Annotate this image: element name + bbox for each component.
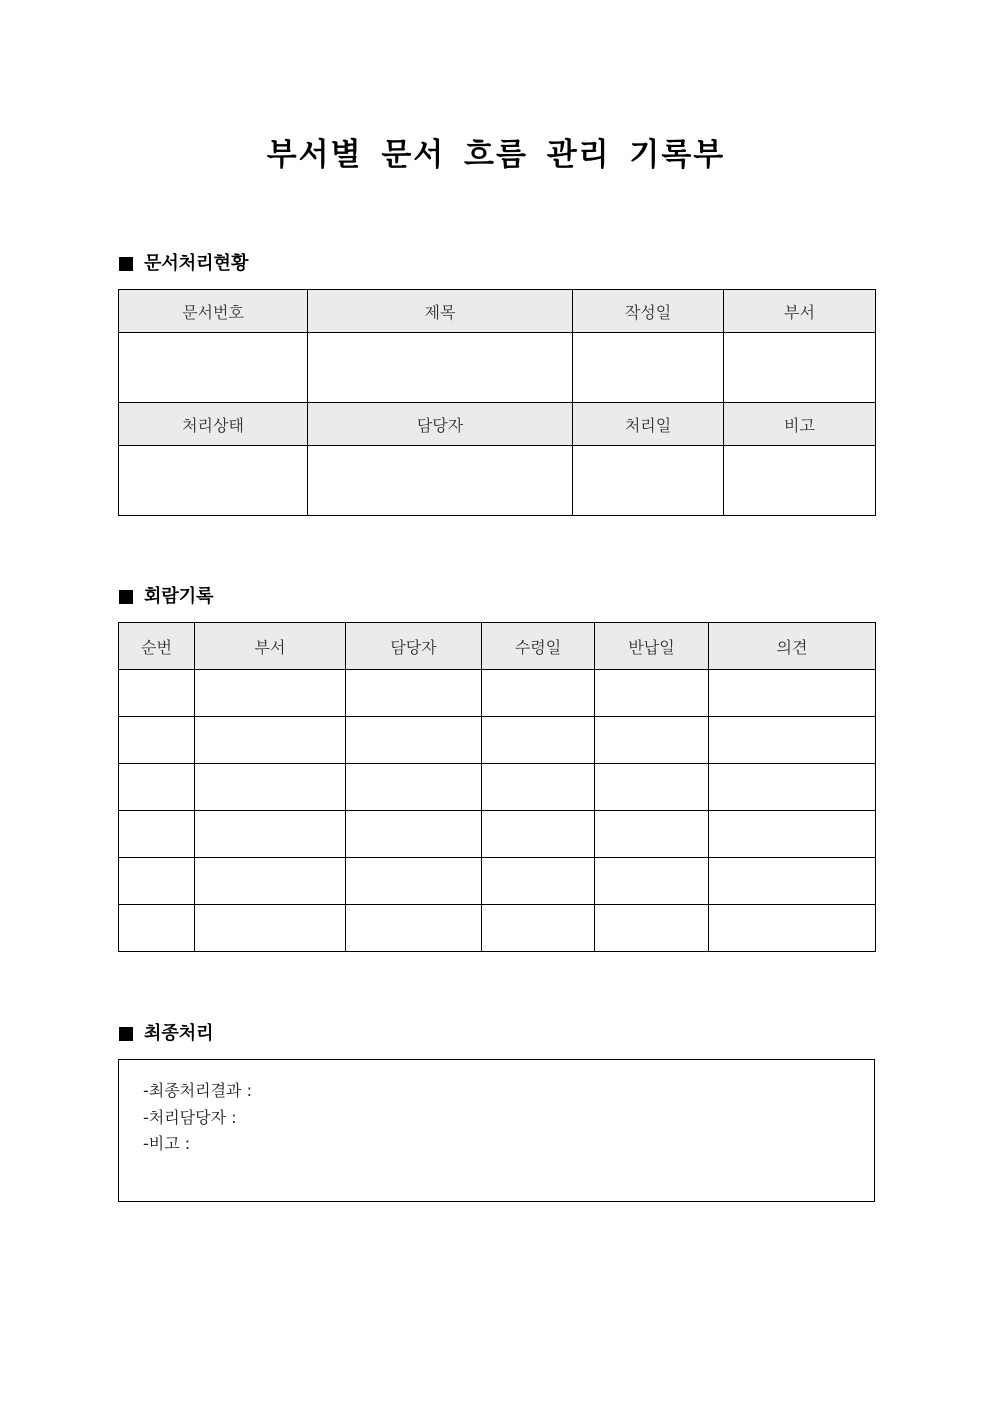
table-cell[interactable] xyxy=(119,905,195,952)
filled-square-icon xyxy=(119,1027,133,1041)
final-processing-fields xyxy=(143,1078,252,1158)
table-row xyxy=(119,764,876,811)
table-cell[interactable] xyxy=(595,670,709,717)
column-header: 부서 xyxy=(724,290,876,333)
table-row xyxy=(119,333,876,403)
table-cell[interactable] xyxy=(119,858,195,905)
column-header: 순번 xyxy=(119,623,195,670)
table-cell[interactable] xyxy=(195,764,346,811)
section-heading-status xyxy=(119,252,248,276)
column-header: 작성일 xyxy=(573,290,724,333)
section-title: 문서처리현황 xyxy=(144,253,249,274)
created-date-cell[interactable] xyxy=(573,333,724,403)
remarks-cell[interactable] xyxy=(724,446,876,516)
column-header: 담당자 xyxy=(308,403,573,446)
table-cell[interactable] xyxy=(709,764,876,811)
column-header: 제목 xyxy=(308,290,573,333)
table-cell[interactable] xyxy=(346,905,482,952)
section-heading-final xyxy=(119,1022,214,1046)
table-cell[interactable] xyxy=(709,717,876,764)
table-row xyxy=(119,858,876,905)
table-header-row xyxy=(119,290,876,333)
table-cell[interactable] xyxy=(119,764,195,811)
final-result-label: -최종처리결과 : xyxy=(143,1081,252,1100)
final-remarks-label: -비고 : xyxy=(143,1134,191,1153)
page-title: 부서별 문서 흐름 관리 기록부 xyxy=(266,137,726,173)
table-cell[interactable] xyxy=(346,811,482,858)
table-cell[interactable] xyxy=(595,811,709,858)
table-cell[interactable] xyxy=(346,717,482,764)
table-cell[interactable] xyxy=(482,811,595,858)
process-date-cell[interactable] xyxy=(573,446,724,516)
table-cell[interactable] xyxy=(709,858,876,905)
column-header: 처리일 xyxy=(573,403,724,446)
table-cell[interactable] xyxy=(119,811,195,858)
column-header: 부서 xyxy=(195,623,346,670)
table-cell[interactable] xyxy=(195,905,346,952)
table-cell[interactable] xyxy=(195,811,346,858)
section-title: 회람기록 xyxy=(144,586,214,607)
process-status-cell[interactable] xyxy=(119,446,308,516)
column-header: 비고 xyxy=(724,403,876,446)
table-cell[interactable] xyxy=(482,670,595,717)
final-assignee-label: -처리담당자 : xyxy=(143,1107,237,1127)
table-cell[interactable] xyxy=(482,905,595,952)
table-cell[interactable] xyxy=(195,858,346,905)
table-cell[interactable] xyxy=(346,670,482,717)
table-cell[interactable] xyxy=(482,764,595,811)
table-cell[interactable] xyxy=(595,717,709,764)
table-cell[interactable] xyxy=(482,717,595,764)
circulation-record-table xyxy=(118,622,876,952)
table-cell[interactable] xyxy=(595,858,709,905)
table-cell[interactable] xyxy=(709,670,876,717)
table-row xyxy=(119,905,876,952)
final-processing-box[interactable] xyxy=(118,1059,875,1202)
column-header: 처리상태 xyxy=(119,403,308,446)
column-header: 수령일 xyxy=(482,623,595,670)
table-row xyxy=(119,446,876,516)
table-cell[interactable] xyxy=(346,858,482,905)
assignee-cell[interactable] xyxy=(308,446,573,516)
doc-number-cell[interactable] xyxy=(119,333,308,403)
table-header-row xyxy=(119,623,876,670)
table-cell[interactable] xyxy=(195,670,346,717)
table-cell[interactable] xyxy=(709,811,876,858)
department-cell[interactable] xyxy=(724,333,876,403)
table-row xyxy=(119,717,876,764)
column-header: 의견 xyxy=(709,623,876,670)
table-cell[interactable] xyxy=(119,670,195,717)
table-cell[interactable] xyxy=(195,717,346,764)
column-header: 반납일 xyxy=(595,623,709,670)
table-cell[interactable] xyxy=(595,764,709,811)
column-header: 담당자 xyxy=(346,623,482,670)
section-title: 최종처리 xyxy=(144,1023,214,1044)
table-cell[interactable] xyxy=(119,717,195,764)
column-header: 문서번호 xyxy=(119,290,308,333)
table-cell[interactable] xyxy=(482,858,595,905)
table-header-row xyxy=(119,403,876,446)
table-cell[interactable] xyxy=(346,764,482,811)
table-cell[interactable] xyxy=(709,905,876,952)
title-cell[interactable] xyxy=(308,333,573,403)
document-status-table xyxy=(118,289,876,516)
filled-square-icon xyxy=(119,590,133,604)
section-heading-circulation xyxy=(119,585,214,609)
filled-square-icon xyxy=(119,257,133,271)
table-cell[interactable] xyxy=(595,905,709,952)
table-row xyxy=(119,670,876,717)
table-row xyxy=(119,811,876,858)
